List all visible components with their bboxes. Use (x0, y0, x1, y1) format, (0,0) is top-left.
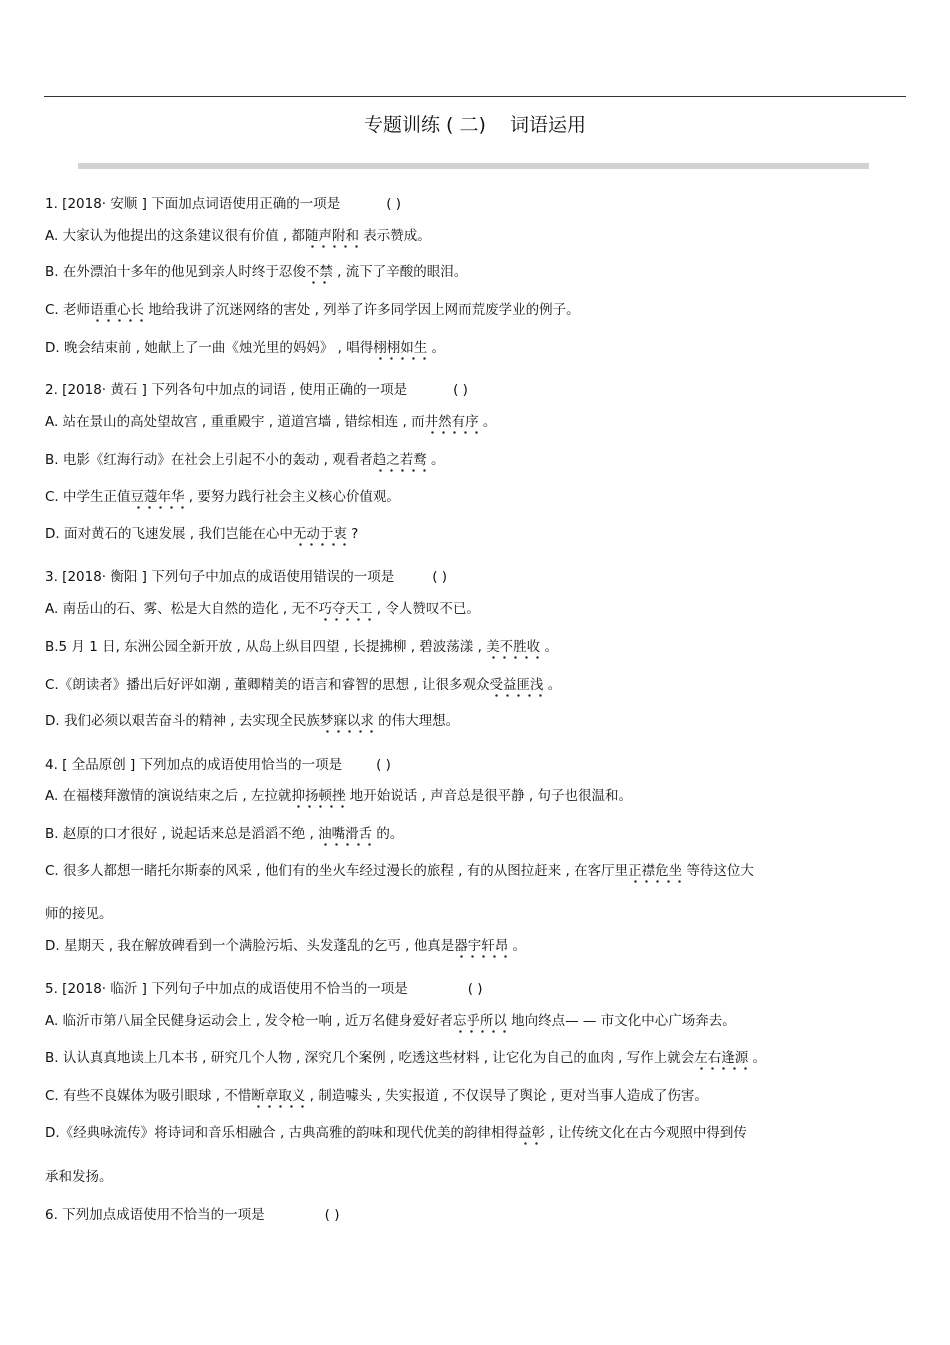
emphasized-phrase: 梦寐以求 (320, 713, 374, 734)
stem-text: 5. [2018· 临沂 ] 下列句子中加点的成语使用不恰当的一项是 (45, 981, 408, 997)
emphasized-phrase: 断章取义 (251, 1088, 305, 1109)
option-text-tail: 地向终点— — 市文化中心广场奔去。 (506, 1013, 736, 1029)
option-text-tail: 表示赞成。 (358, 228, 431, 244)
emphasized-phrase: 正襟危坐 (628, 863, 682, 884)
question-6-stem (45, 1205, 340, 1225)
question-5-stem (45, 979, 483, 999)
emphasized-phrase: 忘乎所以 (453, 1013, 507, 1034)
question-5-option-d (45, 1123, 747, 1143)
answer-parentheses: ( ) (453, 382, 468, 398)
question-4-option-b (45, 824, 403, 844)
emphasized-phrase: 益彰 (518, 1125, 545, 1146)
option-text: B. 电影《红海行动》在社会上引起不小的轰动 , 观看者 (45, 452, 373, 468)
option-text-tail: 。 (540, 639, 558, 655)
question-5-option-b (45, 1048, 766, 1068)
question-1-option-a (45, 226, 431, 246)
option-text-tail: , 要努力践行社会主义核心价值观。 (184, 489, 400, 505)
question-3-stem (45, 567, 447, 587)
option-text: B. 认认真真地读上几本书 , 研究几个人物 , 深究几个案例 , 吃透这些材料 , 让它化为自己的血肉 , 写作上就会 (45, 1050, 695, 1066)
question-4-stem (45, 755, 391, 775)
answer-parentheses: ( ) (467, 981, 483, 997)
stem-text: 2. [2018· 黄石 ] 下列各句中加点的词语 , 使用正确的一项是 (45, 382, 408, 398)
answer-parentheses: ( ) (386, 196, 402, 212)
option-text-tail: 地给我讲了沉迷网络的害处 , 列举了许多同学因上网而荒废学业的例子。 (144, 302, 580, 318)
option-text: D.《经典咏流传》将诗词和音乐相融合 , 古典高雅的韵味和现代优美的韵律相得 (45, 1125, 519, 1141)
question-3-option-c (45, 675, 561, 695)
emphasized-phrase: 不禁 (306, 264, 333, 285)
option-text-tail: , 让传统文化在古今观照中得到传 (545, 1125, 747, 1141)
option-text-tail: , 流下了辛酸的眼泪。 (332, 264, 468, 280)
question-4-option-d (45, 936, 526, 956)
option-text: D. 晚会结束前 , 她献上了一曲《烛光里的妈妈》 , 唱得 (45, 340, 374, 356)
option-text: A. 站在景山的高处望故宫 , 重重殿宇 , 道道宫墙 , 错综相连 , 而 (45, 414, 425, 430)
option-text: B. 赵原的口才很好 , 说起话来总是滔滔不绝 , (45, 826, 319, 842)
question-4-option-a (45, 786, 632, 806)
option-text: C.《朗读者》播出后好评如潮 , 董卿精美的语言和睿智的思想 , 让很多观众 (45, 677, 490, 693)
option-text-tail: 。 (478, 414, 497, 430)
option-text-tail: 的。 (372, 826, 404, 842)
option-text-tail: 。 (426, 452, 445, 468)
option-text: A. 南岳山的石、雾、松是大自然的造化 , 无不 (45, 601, 319, 617)
question-1-stem (45, 194, 401, 214)
emphasized-phrase: 左右逢源 (694, 1050, 748, 1071)
option-text-tail: 等待这位大 (682, 863, 754, 879)
question-3-option-b (45, 637, 558, 657)
question-2-option-c (45, 487, 400, 507)
question-4-option-c (45, 861, 754, 881)
option-text: D. 我们必须以艰苦奋斗的精神 , 去实现全民族 (45, 713, 320, 729)
option-text-tail: 。 (543, 677, 562, 693)
emphasized-phrase: 豆蔻年华 (131, 489, 185, 510)
stem-text: 6. 下列加点成语使用不恰当的一项是 (45, 1207, 265, 1223)
question-4-option-c-continued (45, 904, 113, 924)
option-text: 承和发扬。 (45, 1169, 113, 1185)
answer-parentheses: ( ) (324, 1207, 340, 1223)
option-text: C. 有些不良媒体为吸引眼球 , 不惜 (45, 1088, 252, 1104)
option-text-tail: 地开始说话 , 声音总是很平静 , 句子也很温和。 (345, 788, 633, 804)
option-text: A. 大家认为他提出的这条建议很有价值 , 都 (45, 228, 305, 244)
question-5-option-c (45, 1086, 708, 1106)
emphasized-phrase: 受益匪浅 (489, 677, 543, 698)
emphasized-phrase: 趋之若鹜 (373, 452, 427, 473)
question-5-option-a (45, 1011, 736, 1031)
emphasized-phrase: 巧夺天工 (318, 601, 372, 622)
question-1-option-c (45, 300, 580, 320)
emphasized-phrase: 抑扬顿挫 (291, 788, 345, 809)
option-text-tail: , 令人赞叹不已。 (372, 601, 480, 617)
emphasized-phrase: 栩栩如生 (373, 340, 427, 361)
emphasized-phrase: 井然有序 (425, 414, 479, 435)
question-3-option-a (45, 599, 480, 619)
question-3-option-d (45, 711, 459, 731)
option-text-tail: , 制造噱头 , 失实报道 , 不仅误导了舆论 , 更对当事人造成了伤害。 (305, 1088, 708, 1104)
question-2-option-d (45, 524, 358, 544)
option-text-tail: ? (346, 526, 359, 542)
title-divider-bar (78, 163, 869, 169)
option-text: C. 中学生正值 (45, 489, 131, 505)
question-1-option-d (45, 338, 445, 358)
question-2-option-b (45, 450, 445, 470)
answer-parentheses: ( ) (432, 569, 448, 585)
question-1-option-b (45, 262, 467, 282)
emphasized-phrase: 器宇轩昂 (454, 938, 508, 959)
option-text: D. 星期天 , 我在解放碑看到一个满脸污垢、头发蓬乱的乞丐 , 他真是 (45, 938, 455, 954)
option-text: A. 在福楼拜激情的演说结束之后 , 左拉就 (45, 788, 292, 804)
question-2-option-a (45, 412, 496, 432)
option-text-tail: 。 (508, 938, 527, 954)
top-rule (44, 96, 906, 97)
page-title: 专题训练 ( 二) 词语运用 (363, 114, 587, 136)
option-text: C. 老师 (45, 302, 91, 318)
emphasized-phrase: 美不胜收 (486, 639, 540, 660)
emphasized-phrase: 语重心长 (90, 302, 144, 323)
option-text: 师的接见。 (45, 906, 113, 922)
stem-text: 4. [ 全品原创 ] 下列加点的成语使用恰当的一项是 (45, 757, 343, 773)
answer-parentheses: ( ) (376, 757, 391, 773)
question-5-option-d-continued (45, 1167, 113, 1187)
stem-text: 1. [2018· 安顺 ] 下面加点词语使用正确的一项是 (45, 196, 341, 212)
question-2-stem (45, 380, 468, 400)
option-text-tail: 的伟大理想。 (373, 713, 460, 729)
option-text: B.5 月 1 日, 东洲公园全新开放 , 从岛上纵目四望 , 长提拂柳 , 碧波荡漾 , (45, 639, 487, 655)
emphasized-phrase: 油嘴滑舌 (318, 826, 372, 847)
option-text: A. 临沂市第八届全民健身运动会上 , 发令枪一响 , 近万名健身爱好者 (45, 1013, 453, 1029)
stem-text: 3. [2018· 衡阳 ] 下列句子中加点的成语使用错误的一项是 (45, 569, 395, 585)
option-text-tail: 。 (748, 1050, 767, 1066)
emphasized-phrase: 随声附和 (305, 228, 359, 249)
option-text: C. 很多人都想一睹托尔斯泰的风采 , 他们有的坐火车经过漫长的旅程 , 有的从图拉赶来 , 在客厅里 (45, 863, 629, 879)
option-text-tail: 。 (427, 340, 446, 356)
emphasized-phrase: 无动于衷 (293, 526, 347, 547)
option-text: D. 面对黄石的飞速发展 , 我们岂能在心中 (45, 526, 293, 542)
option-text: B. 在外漂泊十多年的他见到亲人时终于忍俊 (45, 264, 306, 280)
